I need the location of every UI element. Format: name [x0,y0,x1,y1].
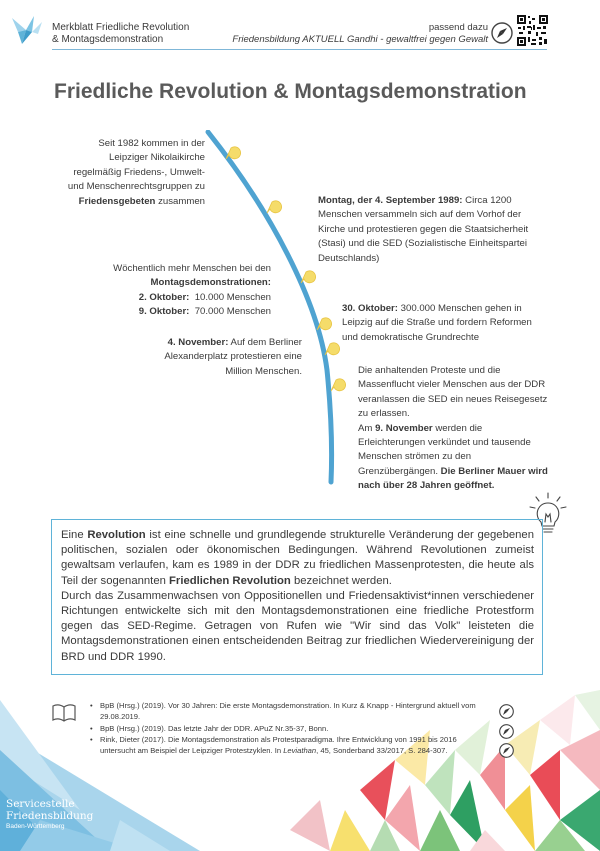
entry-text: Die anhaltenden Proteste und die Massenflucht vieler Menschen aus der DDR veranlassen die SED ein neues Reisegesetz zu erlassen. [358,365,548,420]
entry-value: 70.000 Menschen [189,306,271,318]
entry-date: 9. Oktober: [138,306,190,318]
related-title-link[interactable]: Friedensbildung AKTUELL Gandhi - gewaltfrei gegen Gewalt [232,34,488,45]
reference-list [94,700,492,756]
entry-text: Am [358,422,376,434]
page-title: Friedliche Revolution & Montagsdemonstration [54,80,527,103]
entry-line: und Menschenrechtsgruppen zu [67,181,205,193]
sheet-title-line2: & Montagsdemonstration [52,34,164,45]
info-text: ist eine schnelle und grundlegende strukturelle Veränderung der gegebenen politischen, sozialen oder ökonomischen Bedingungen. Während Revolutionen zumeist gewaltsam verlaufen, kam es 1989 in der DDR zu friedlichen Massenprotesten, die heute als Teil der sogenannten [61,529,534,587]
entry-text: Circa 1200 Menschen versammeln sich auf dem Vorhof der Kirche und protestieren gegen die Staatsicherheit (Stasi) und die SED (Sozialistische Einheitspartei Deutschlands) [318,195,529,264]
info-term: Revolution [87,529,146,541]
reference-text: , 45, Sonderband 33/2017, S. 284-307. [316,746,448,756]
brand-line2: Friedensbildung [6,810,94,822]
entry-highlight: Die Berliner Mauer wird nach über 28 Jahren geöffnet. [358,465,548,492]
entry-date: 9. November [375,422,433,434]
qr-code-icon[interactable] [517,15,548,46]
timeline-entry-sep4 [318,194,548,266]
footer-brand [6,798,93,830]
timeline-entry-nov4 [140,336,302,379]
entry-text: 300.000 Menschen gehen in Leipzig auf die Straße und fordern Reformen und demokratische Grundrechte [342,303,532,343]
compass-arrow-icon[interactable] [491,22,513,44]
timeline-entry-1982 [40,137,205,209]
entry-date: 4. November: [167,337,229,348]
entry-line: regelmäßig Friedens-, Umwelt- [73,166,205,178]
entry-line: Leipziger Nikolaikirche [109,152,205,164]
reference-journal: Leviathan [283,746,317,756]
related-resource [232,22,488,46]
entry-line: Seit 1982 kommen in der [98,138,205,149]
entry-highlight: Montagsdemonstrationen: [150,277,271,289]
entry-date: Montag, der 4. September 1989: [318,195,463,206]
page-header [0,0,600,58]
entry-line [60,276,271,290]
compass-arrow-icon[interactable] [499,704,514,719]
entry-line [60,291,271,305]
entry-highlight: Friedensgebeten [78,195,156,207]
entry-text: Auf dem Berliner Alexanderplatz protestieren eine Million Menschen. [164,337,302,377]
timeline-entry-weekly [60,262,271,320]
pin-marker-icon [301,271,316,283]
sheet-title [52,22,189,46]
info-paragraph-1 [61,528,534,589]
info-text: bezeichnet werden. [290,574,392,587]
compass-arrow-icon[interactable] [499,743,514,758]
reference-item [94,734,492,757]
entry-line [60,305,271,319]
reference-item: • BpB (Hrsg.) (2019). Das letzte Jahr der DDR. APuZ Nr.35-37, Bonn. [94,723,492,734]
timeline-entry-oct30 [342,302,542,345]
book-icon [52,704,76,722]
entry-date: 2. Oktober: [138,291,190,303]
pin-marker-icon [267,201,282,213]
info-box [51,519,543,675]
entry-line: Wöchentlich mehr Menschen bei den [113,263,271,274]
timeline-entry-nov9 [358,364,548,494]
entry-line [40,195,205,209]
reference-item: • BpB (Hrsg.) (2019). Vor 30 Jahren: Die erste Montagsdemonstration. In Kurz & Knapp - Hintergrund aktuell vom 29.08.2019. [94,700,492,723]
dove-logo-icon [12,14,46,46]
pin-marker-icon [325,343,340,355]
pin-marker-icon [331,379,346,391]
compass-arrow-icon[interactable] [499,724,514,739]
reference-text: Rink, Dieter (2017). Die Montagsdemonstration als Protestparadigma. Ihre Entwicklung von 1991 bis 2016 untersucht am Beispiel der Leipziger Protestzyklen. In [100,734,457,756]
sheet-title-line1: Merkblatt Friedliche Revolution [52,22,190,33]
entry-text-2 [358,422,548,494]
header-divider [52,49,547,50]
entry-date: 30. Oktober: [342,303,398,314]
info-text: Eine [61,529,88,541]
brand-line1: Servicestelle [6,798,75,810]
info-paragraph-2: Durch das Zusammenwachsen von Oppositionellen und Friedensaktivist*innen verschiedener Richtungen entwickelte sich mit den Montagsdemonstrationen eine friedliche Protestform gegen das SED-Regime. Getragen von Rufen wie "Wir sind das Volk" leisteten die Montagsdemonstrationen einen entscheidenden Beitrag zur friedlichen Wiedervereinigung der BRD und DDR 1990. [61,589,534,663]
info-term: Friedlichen Revolution [169,574,291,587]
brand-line3: Baden-Württemberg [6,823,65,830]
related-label: passend dazu [428,22,488,33]
entry-text: werden die Erleichterungen verkündet und tausende Menschen strömen zu den Grenzübergängen. [358,422,531,477]
entry-text: zusammen [155,195,205,207]
entry-value: 10.000 Menschen [189,291,271,303]
